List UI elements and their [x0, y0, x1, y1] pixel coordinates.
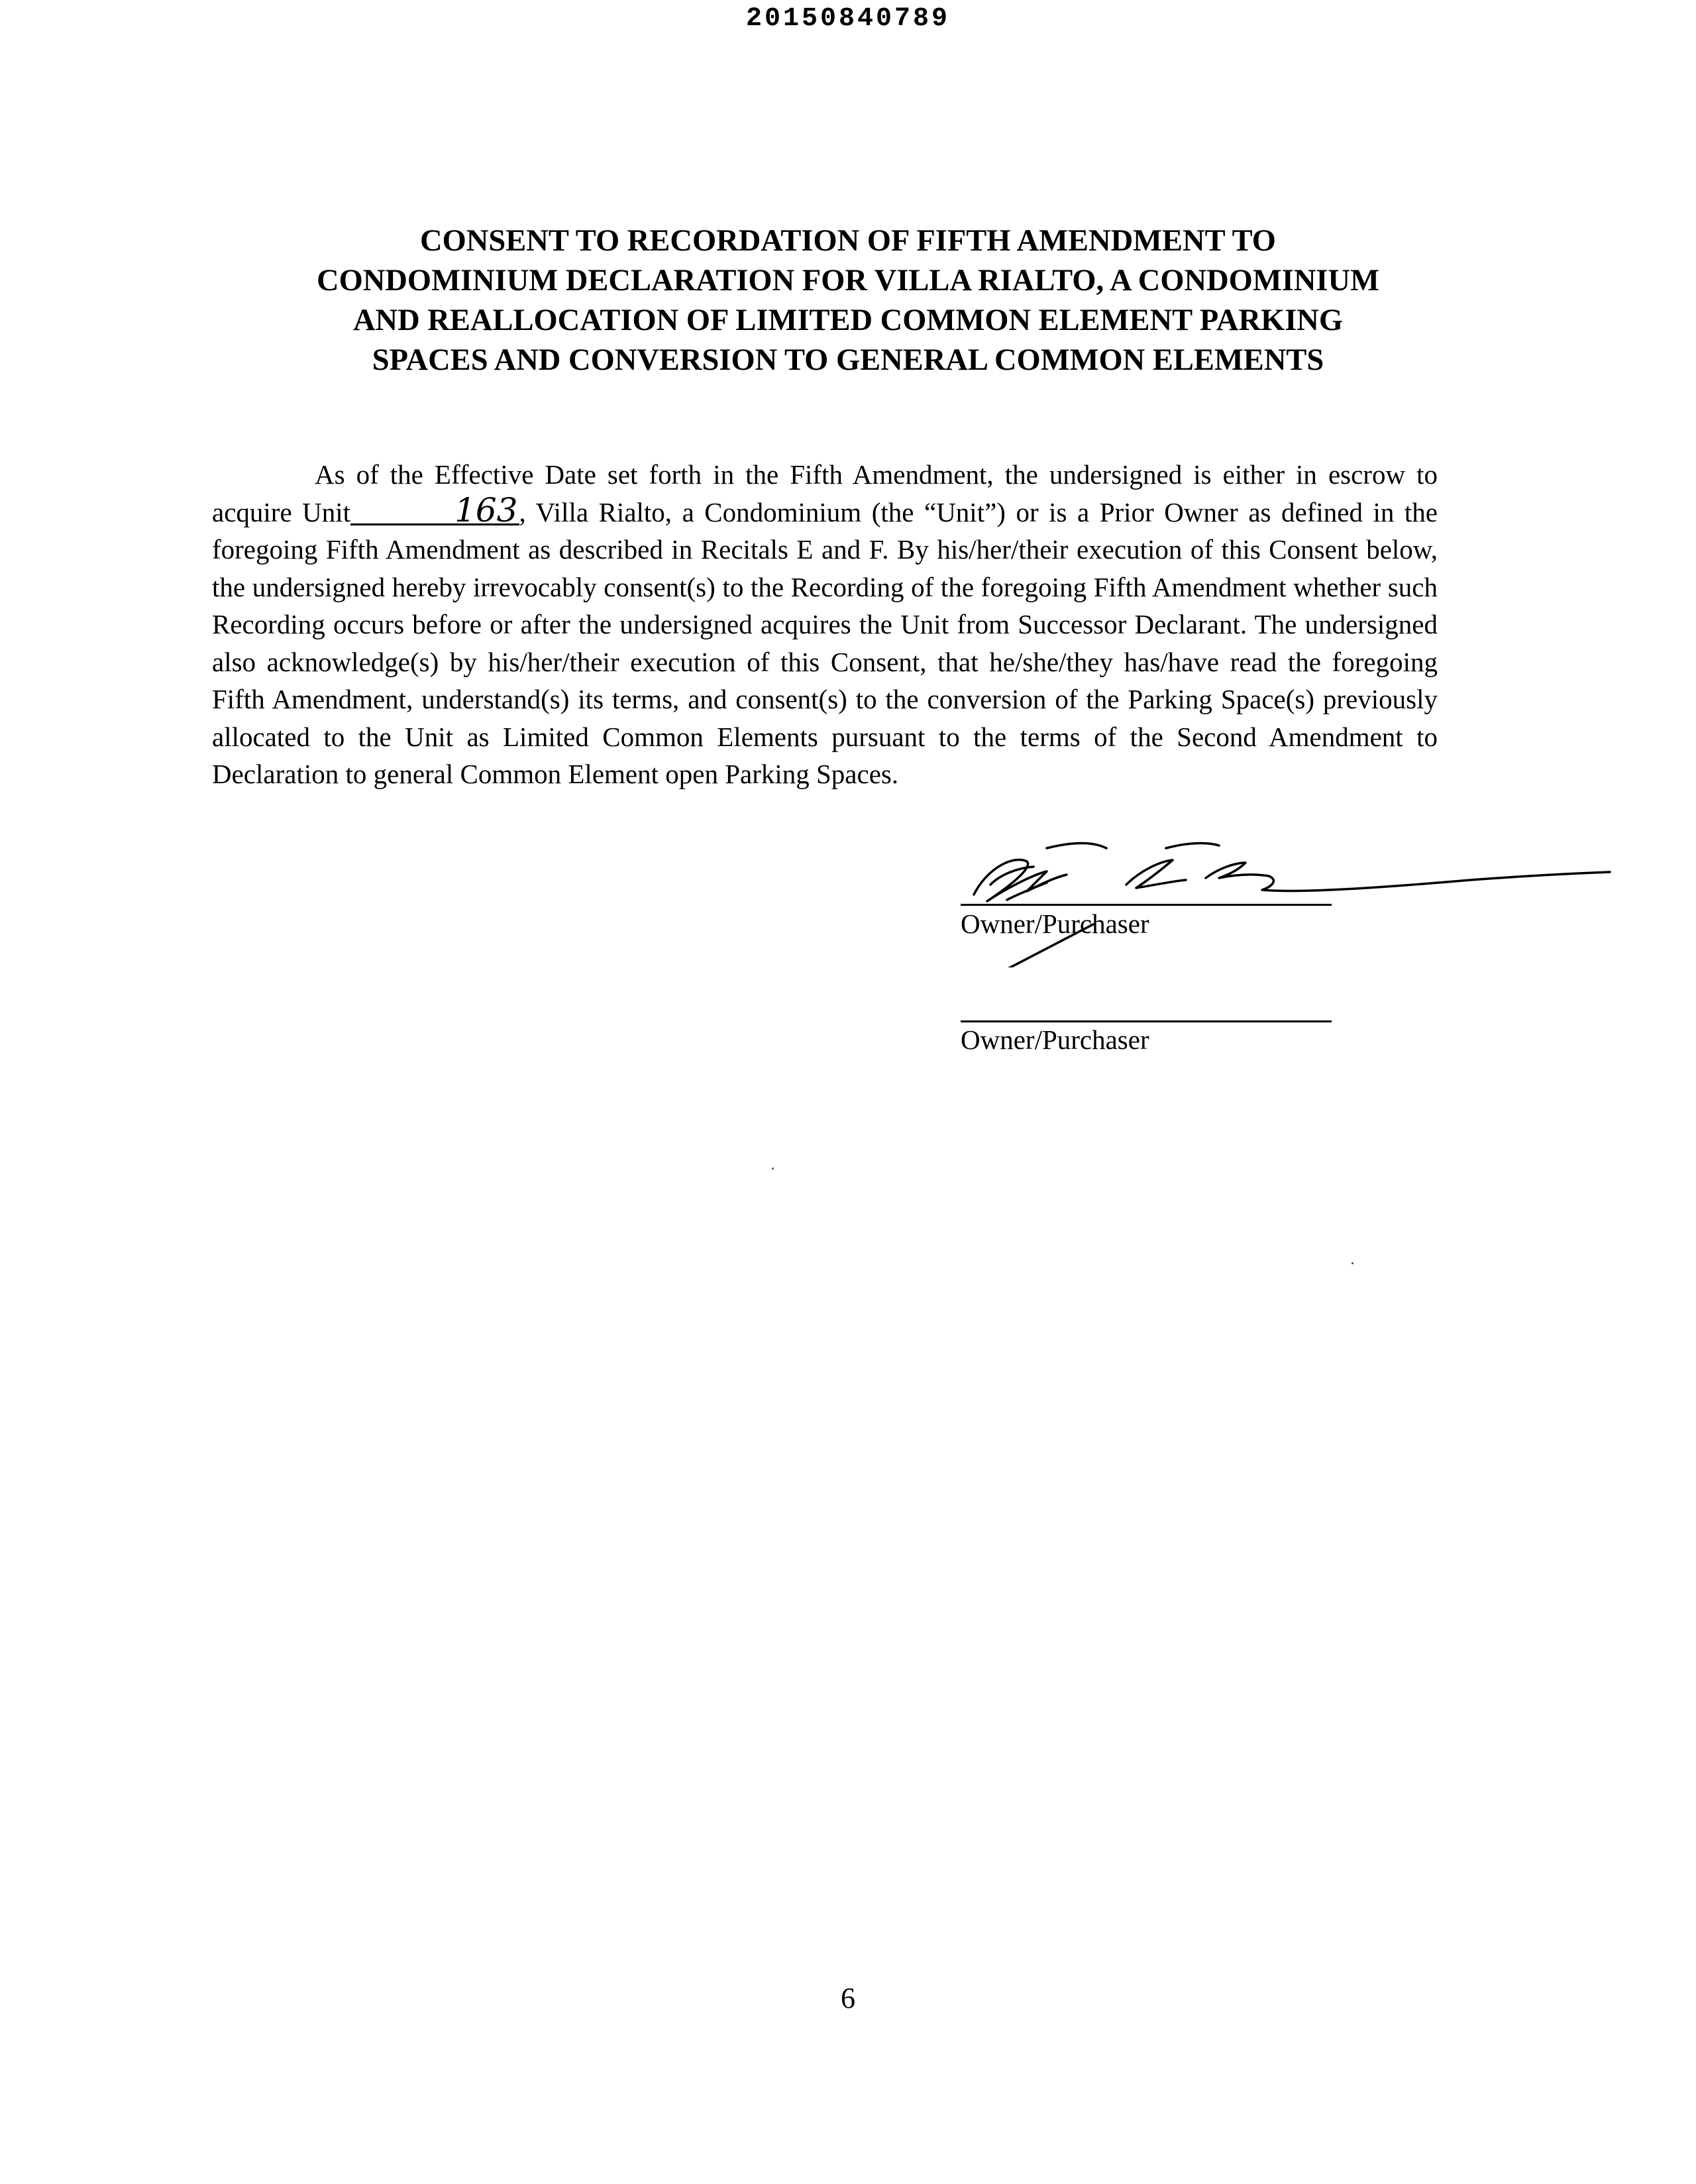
title-line-4: SPACES AND CONVERSION TO GENERAL COMMON ELEMENTS [372, 343, 1324, 377]
signature-line-1 [961, 904, 1332, 906]
scan-speck [772, 1168, 774, 1170]
title-line-2: CONDOMINIUM DECLARATION FOR VILLA RIALTO, A CONDOMINIUM [317, 264, 1379, 298]
handwritten-signature [874, 822, 1616, 967]
document-number: 20150840789 [745, 4, 951, 34]
scan-speck [1352, 1262, 1353, 1264]
consent-paragraph-text [212, 456, 1438, 793]
signature-label-2: Owner/Purchaser [961, 1024, 1149, 1055]
body-text-after-unit: , Villa Rialto, a Condominium (the “Unit”) or is a Prior Owner as defined in the foregoing Fifth Amendment as described in Recitals E and F. By his/her/their execution of this Consent below, the undersigned hereby irrevocably consent(s) to the Recording of the foregoing Fifth Amendment whether such Recording occurs before or after the undersigned acquires the Unit from Successor Declarant. The undersigned also acknowledge(s) by his/her/their execution of this Consent, that he/she/they has/have read the foregoing Fifth Amendment, understand(s) its terms, and consent(s) to the conversion of the Parking Space(s) previously allocated to the Unit as Limited Common Elements pursuant to the terms of the Second Amendment to Declaration to general Common Element open Parking Spaces. [212, 496, 1438, 789]
body-text-before-unit: As of the Effective Date set forth in the Fifth Amendment, the undersigned is either in escrow to acquire Unit [212, 459, 1438, 527]
signature-line-2 [961, 1020, 1332, 1022]
handwritten-unit-number: 163 [350, 497, 519, 525]
consent-paragraph [212, 456, 1438, 793]
page-number: 6 [841, 1982, 855, 2014]
title-line-3: AND REALLOCATION OF LIMITED COMMON ELEMENT PARKING [352, 303, 1344, 337]
document-title [199, 221, 1497, 380]
title-line-1: CONSENT TO RECORDATION OF FIFTH AMENDMENT TO [420, 224, 1276, 258]
signature-label-1: Owner/Purchaser [961, 908, 1149, 939]
